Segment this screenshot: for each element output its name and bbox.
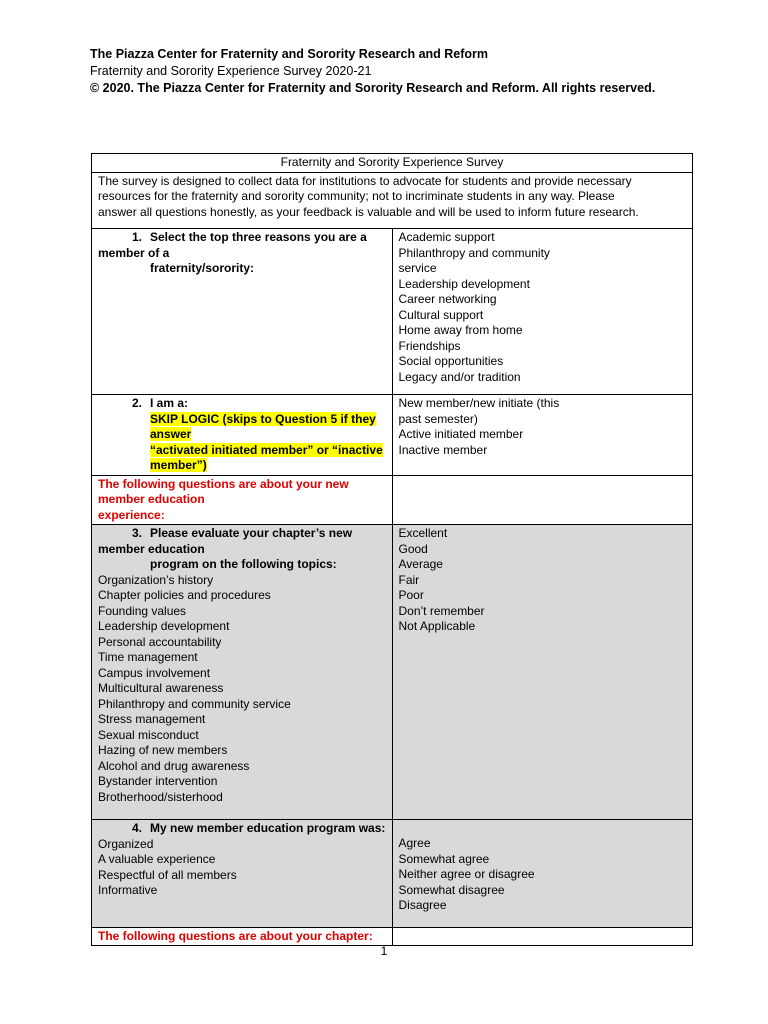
- topic-item: Time management: [98, 650, 198, 664]
- option-item: Friendships: [398, 338, 461, 353]
- option-item: New member/new initiate (this: [398, 396, 560, 410]
- question-2-row: [92, 395, 693, 476]
- intro-text: [92, 172, 693, 229]
- empty-cell: [392, 475, 693, 525]
- section-new-member-row: [92, 475, 693, 525]
- section-chapter-row: [92, 927, 693, 946]
- option-item: Active initiated member: [398, 427, 524, 441]
- option-item: Inactive member: [398, 442, 488, 457]
- topic-item: Bystander intervention: [98, 774, 218, 788]
- topic-item: Brotherhood/sisterhood: [98, 789, 223, 804]
- option-item: Excellent: [398, 526, 448, 540]
- topic-item: Chapter policies and procedures: [98, 588, 271, 602]
- topic-item: Multicultural awareness: [98, 681, 224, 695]
- question-number: 1.: [131, 230, 142, 244]
- statement-item: Organized: [98, 836, 154, 851]
- option-item: Agree: [398, 836, 431, 850]
- question-4-row: [92, 820, 693, 928]
- intro-row: [92, 172, 693, 229]
- option-item: Good: [398, 541, 428, 556]
- statement-item: A valuable experience: [98, 852, 216, 866]
- question-3-options: [392, 525, 693, 820]
- page-number: 1: [380, 944, 388, 958]
- topic-item: Organization’s history: [98, 572, 214, 587]
- option-item: Poor: [398, 588, 424, 602]
- question-1-row: [92, 229, 693, 395]
- option-item: Career networking: [398, 292, 497, 306]
- question-4-text: 4. My new member education program was: Organized A valuable experience Respectful of all members Informative: [92, 820, 393, 928]
- question-number: 4.: [131, 821, 142, 835]
- topic-item: Hazing of new members: [98, 743, 228, 757]
- skip-logic-note: “activated initiated member” or “inactive member”): [150, 442, 383, 472]
- question-number: 2.: [131, 396, 142, 410]
- question-number: 3.: [131, 526, 142, 540]
- empty-cell: [392, 927, 693, 946]
- table-title-row: [92, 154, 693, 173]
- topic-item: Sexual misconduct: [98, 727, 199, 742]
- table-title: Fraternity and Sorority Experience Survey: [92, 154, 693, 173]
- option-item: Average: [398, 557, 443, 571]
- option-item: Academic support: [398, 230, 495, 244]
- copyright-notice: © 2020. The Piazza Center for Fraternity and Sorority Research and Reform. All rights reserved.: [90, 81, 656, 95]
- option-item: Disagree: [398, 898, 447, 912]
- statement-item: Respectful of all members: [98, 867, 237, 882]
- option-item: Philanthropy and community: [398, 245, 550, 260]
- option-item: Cultural support: [398, 307, 484, 322]
- org-title: The Piazza Center for Fraternity and Sorority Research and Reform: [90, 47, 489, 61]
- section-heading: The following questions are about your new member education experience:: [92, 475, 393, 525]
- question-3-text: 3. Please evaluate your chapter’s new member education program on the following topics: Organization’s history Chapter policies and procedures Founding values Leadership development Personal accountability Time management Campus involvement Multicultural awareness Philanthropy and community service Stress management Sexual misconduct Hazing of new members Alcohol and drug awareness Bystander intervention Brotherhood/sisterhood: [92, 525, 393, 820]
- section-heading: The following questions are about your chapter:: [92, 927, 393, 946]
- survey-table: [91, 153, 693, 946]
- option-item: service: [398, 261, 437, 275]
- option-item: Not Applicable: [398, 619, 476, 633]
- document-header: [90, 46, 655, 97]
- question-3-row: [92, 525, 693, 820]
- option-item: past semester): [398, 411, 478, 426]
- question-4-options: [392, 820, 693, 928]
- intro-line: resources for the fraternity and sorority community; not to incriminate students in any way. Please: [98, 189, 615, 203]
- topic-item: Stress management: [98, 712, 206, 726]
- topic-item: Personal accountability: [98, 634, 222, 649]
- option-item: Legacy and/or tradition: [398, 369, 521, 384]
- option-item: Fair: [398, 572, 420, 587]
- option-item: Somewhat agree: [398, 851, 490, 866]
- option-item: Home away from home: [398, 323, 523, 337]
- skip-logic-note: SKIP LOGIC (skips to Question 5 if they answer: [150, 411, 376, 441]
- topic-item: Campus involvement: [98, 665, 211, 680]
- topic-item: Founding values: [98, 603, 187, 618]
- question-2-text: 2. I am a: SKIP LOGIC (skips to Question 5 if they answer “activated initiated member” or “inactive member”): [92, 395, 393, 476]
- topic-item: Alcohol and drug awareness: [98, 758, 250, 773]
- question-1-options: [392, 229, 693, 395]
- option-item: Somewhat disagree: [398, 882, 505, 897]
- question-2-options: [392, 395, 693, 476]
- option-item: Neither agree or disagree: [398, 867, 535, 881]
- topic-item: Philanthropy and community service: [98, 696, 291, 711]
- survey-title: Fraternity and Sorority Experience Survey 2020-21: [90, 64, 372, 78]
- intro-line: The survey is designed to collect data for institutions to advocate for students and provide necessary: [98, 173, 632, 188]
- option-item: Don’t remember: [398, 603, 485, 618]
- option-item: Leadership development: [398, 276, 530, 291]
- option-item: Social opportunities: [398, 354, 504, 368]
- statement-item: Informative: [98, 883, 158, 897]
- intro-line: answer all questions honestly, as your feedback is valuable and will be used to inform future research.: [98, 204, 639, 219]
- topic-item: Leadership development: [98, 619, 230, 633]
- question-1-text: 1. Select the top three reasons you are a member of a fraternity/sorority:: [92, 229, 393, 395]
